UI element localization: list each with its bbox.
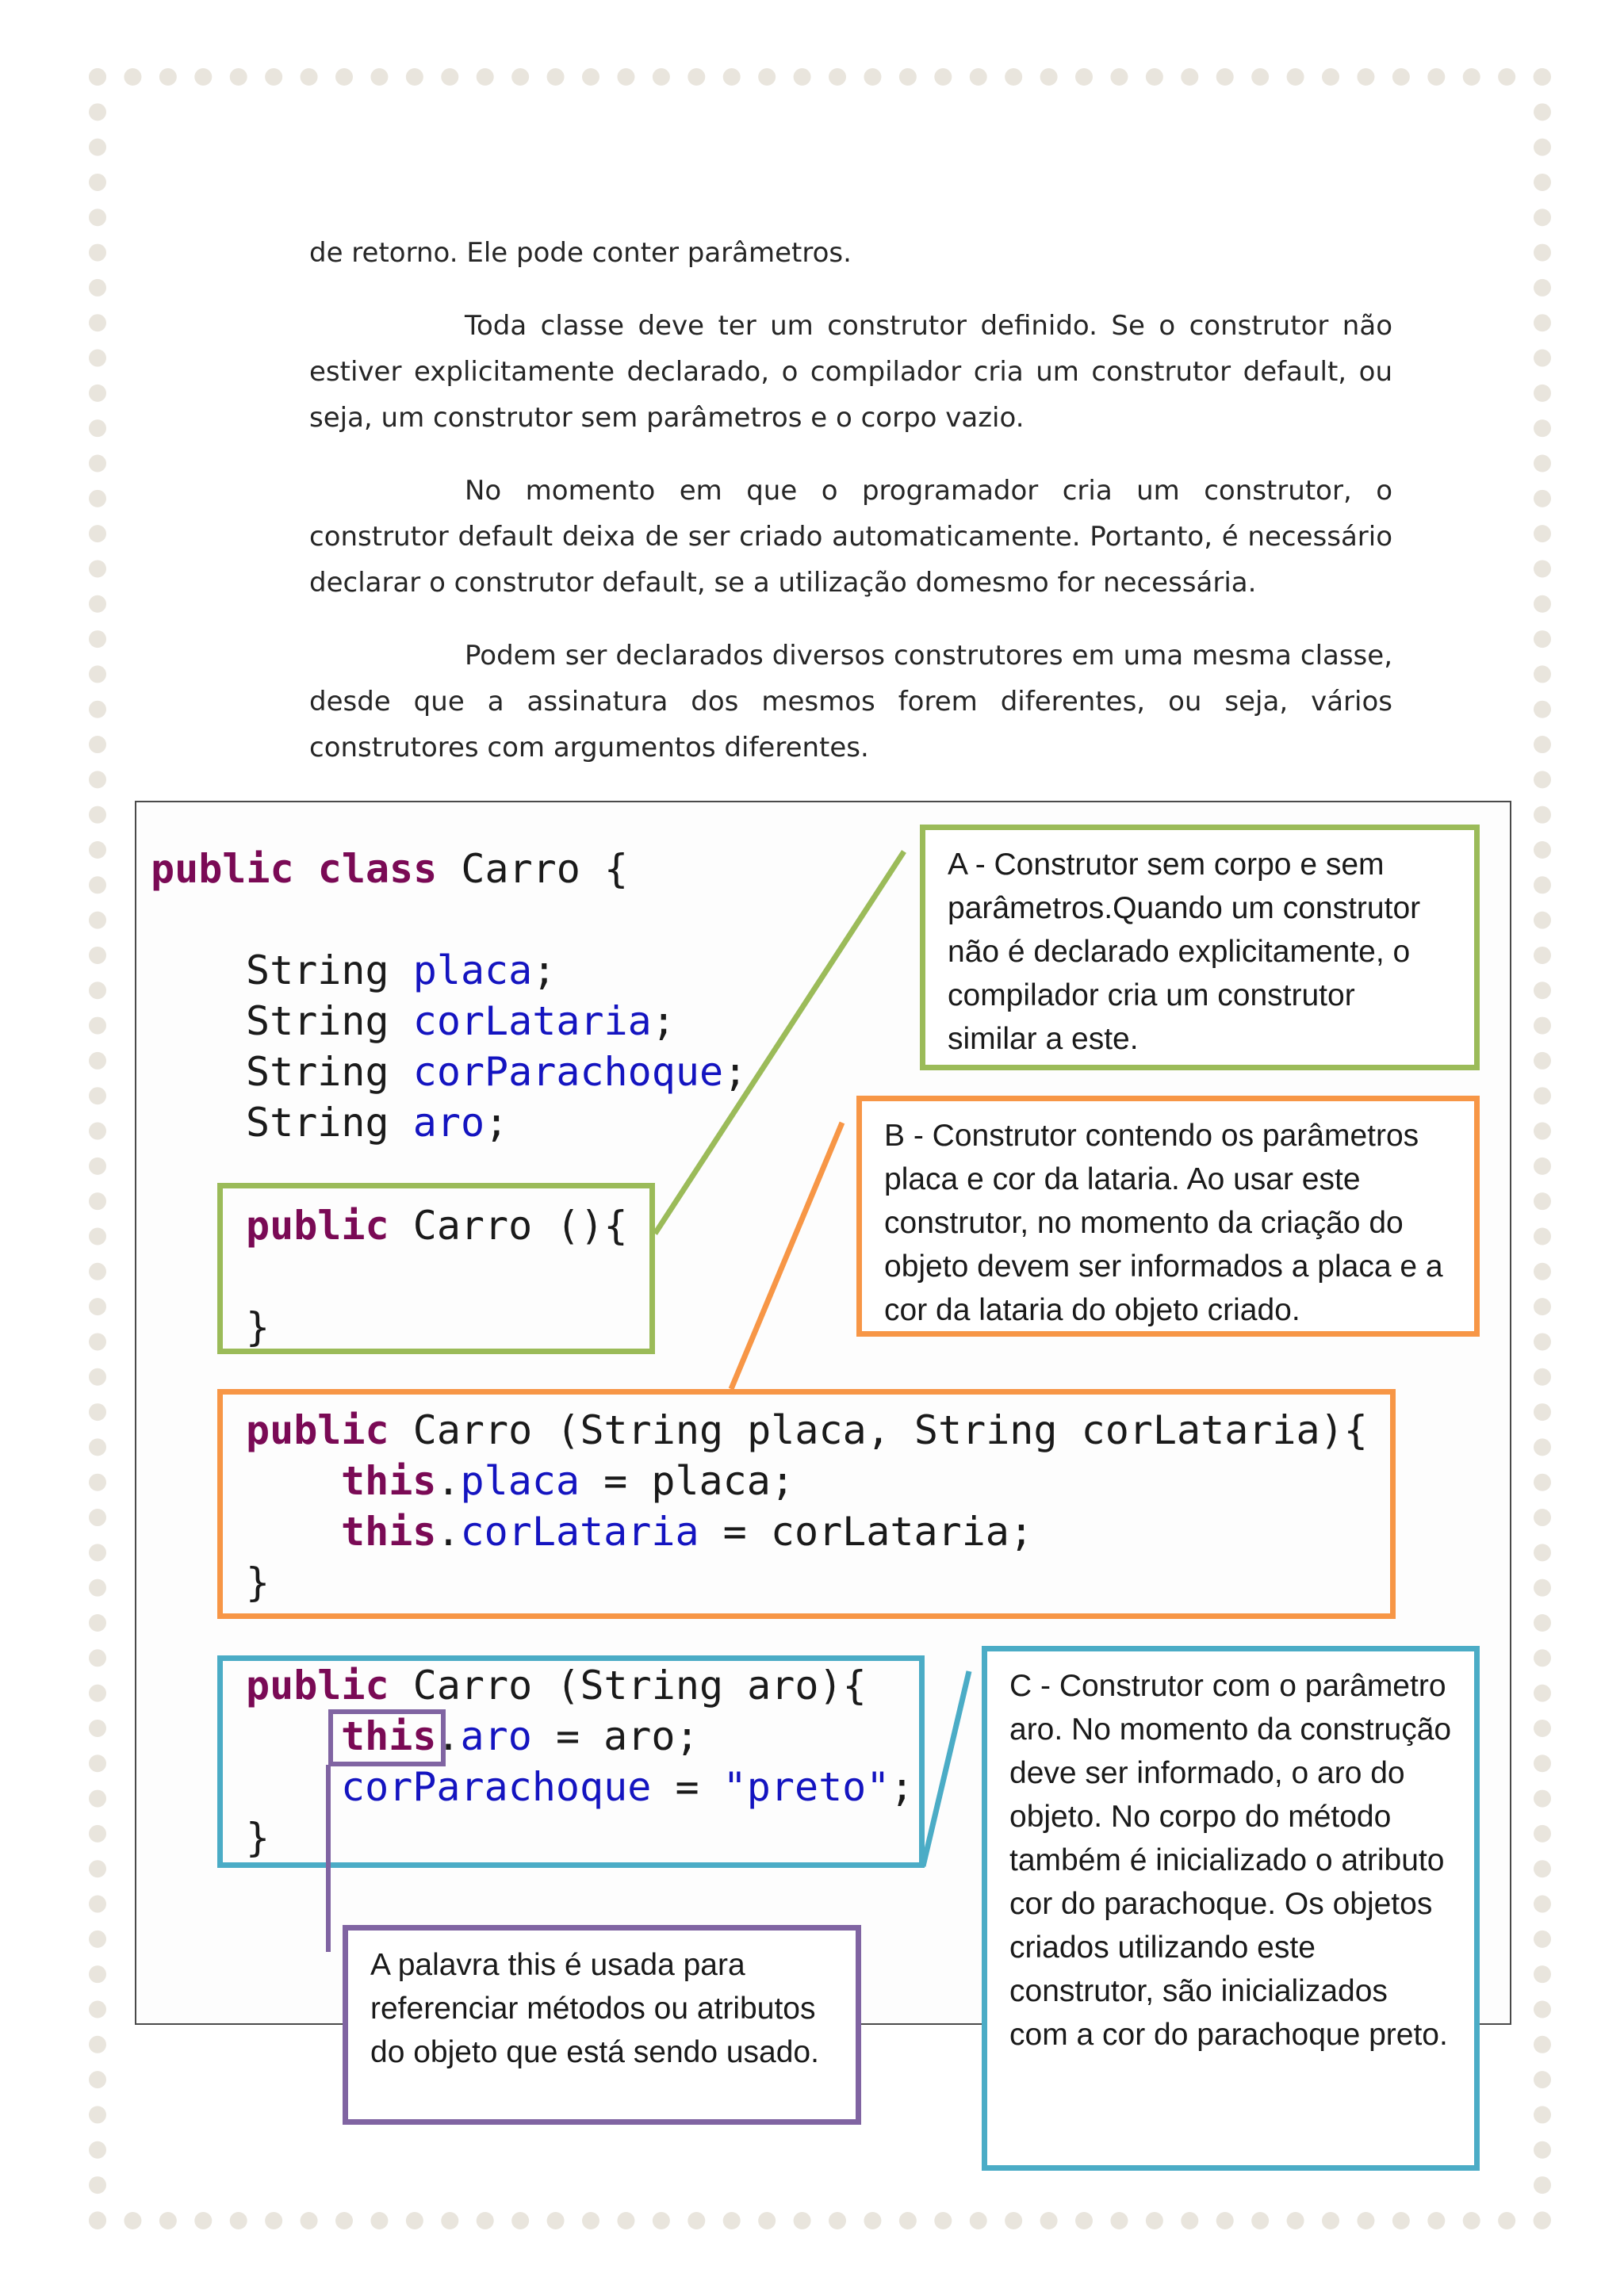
annotation-c: C - Construtor com o parâmetro aro. No momento da construção deve ser informado, o aro do objeto. No corpo do método também é inicializado o atributo cor do parachoque. Os objetos criados utilizando este construtor, são inicializados com a cor do parachoque preto. (982, 1646, 1480, 2171)
code-line-class-declaration: public class Carro { (151, 846, 629, 892)
annotation-b: B - Construtor contendo os parâmetros placa e cor da lataria. Ao usar este construtor, no momento da criação do objeto devem ser informados a placa e a cor da lataria do objeto criado. (856, 1096, 1480, 1337)
code-line-field-cor-lataria: String corLataria; (246, 998, 676, 1044)
code-line-assign-aro: this.aro = aro; (341, 1713, 699, 1759)
code-line-assign-cor-lataria: this.corLataria = corLataria; (341, 1509, 1033, 1555)
annotation-a: A - Construtor sem corpo e sem parâmetros.Quando um construtor não é declarado explicitamente, o compilador cria um construtor similar a este. (920, 825, 1480, 1070)
code-line-default-constructor-close: } (246, 1304, 270, 1350)
code-line-aro-constructor-close: } (246, 1815, 270, 1861)
paragraph-multiple-constructors: Podem ser declarados diversos construtores em uma mesma classe, desde que a assinatura dos mesmos forem diferentes, ou seja, vários construtores com argumentos diferentes. (309, 640, 1392, 763)
code-line-assign-placa: this.placa = placa; (341, 1458, 795, 1504)
code-line-two-param-constructor: public Carro (String placa, String corLataria){ (246, 1407, 1368, 1453)
code-line-two-param-constructor-close: } (246, 1559, 270, 1605)
paragraph-programmer-constructor: No momento em que o programador cria um construtor, o construtor default deixa de ser criado automaticamente. Portanto, é necessário declarar o construtor default, se a utilização domesmo for necessária. (309, 475, 1392, 599)
code-line-default-constructor: public Carro (){ (246, 1203, 628, 1249)
code-line-field-placa: String placa; (246, 947, 557, 993)
code-line-assign-cor-parachoque: corParachoque = "preto"; (341, 1764, 914, 1810)
paragraph-constructor-default: Toda classe deve ter um construtor definido. Se o construtor não estiver explicitamente declarado, o compilador cria um construtor default, ou seja, um construtor sem parâmetros e o corpo vazio. (309, 310, 1392, 434)
code-line-aro-constructor: public Carro (String aro){ (246, 1663, 867, 1709)
code-line-field-cor-parachoque: String corParachoque; (246, 1049, 748, 1095)
code-line-field-aro: String aro; (246, 1100, 509, 1146)
connector-c (923, 1671, 969, 1866)
connector-b (731, 1123, 842, 1389)
paragraph-return: de retorno. Ele pode conter parâmetros. (309, 237, 852, 269)
annotation-this: A palavra this é usada para referenciar métodos ou atributos do objeto que está sendo usado. (343, 1925, 861, 2125)
